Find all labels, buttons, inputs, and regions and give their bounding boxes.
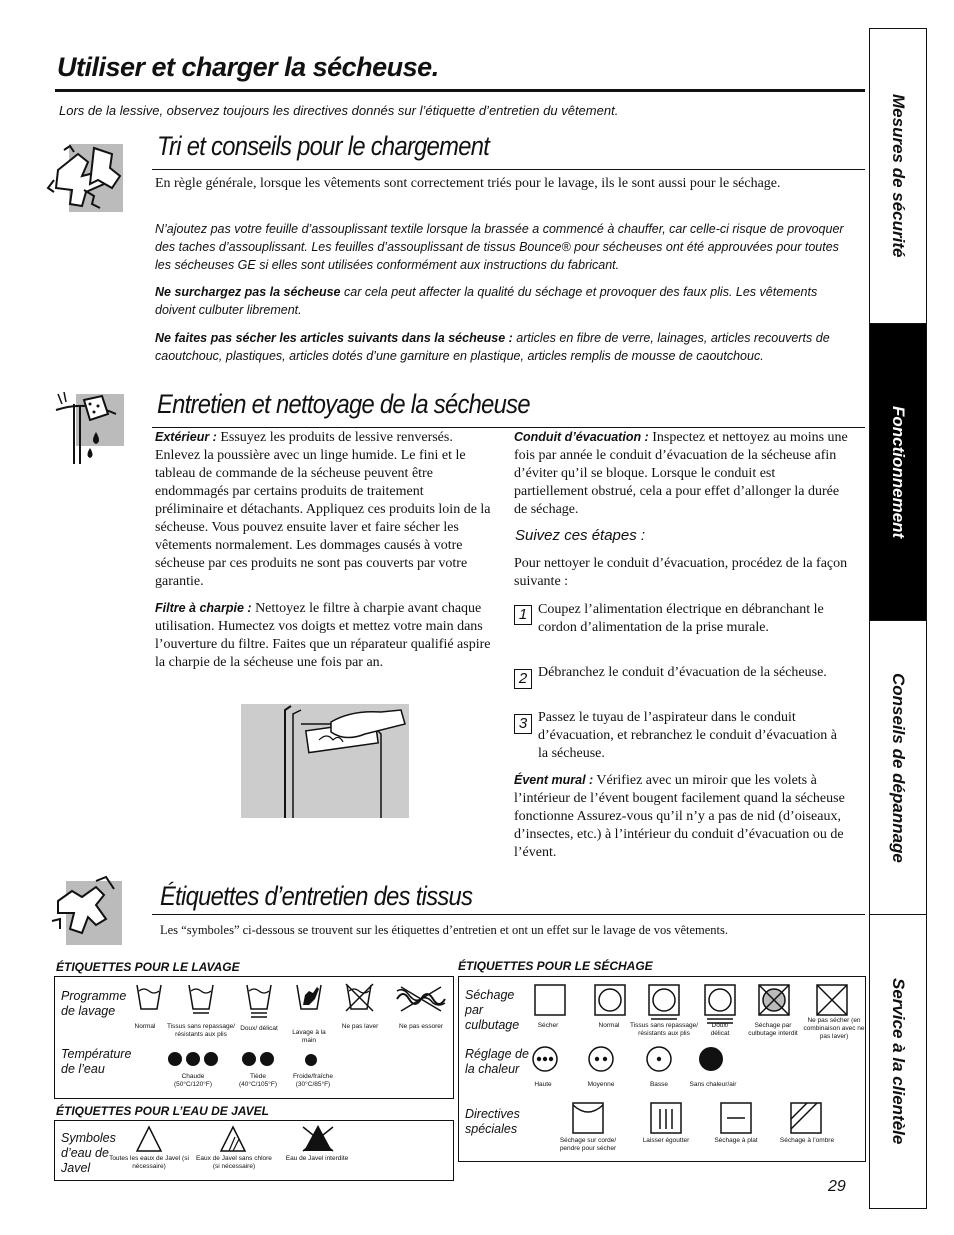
bleach-forbidden-icon: [301, 1123, 335, 1153]
lavage-box: Programme de lavage Normal Tissus sans repassage/ résistants aux plis Doux/ délicat Lavage à la main Ne pas laver Ne pas essorer Température de l’eau Chaude (50°C/120°F) Tiède (40°C/105°F) Froide/fraîche (30°C/85°F): [54, 976, 454, 1099]
steps-title: Suivez ces étapes :: [515, 527, 646, 544]
tri-paragraph-3: Ne surchargez pas la sécheuse car cela peut affecter la qualité du séchage et provoquer des faux plis. Les vêtements doivent culbuter librement.: [155, 285, 818, 317]
step-3-text: Passez le tuyau de l’aspirateur dans le conduit d’évacuation, et rebranchez le conduit d’évacuation à la sécheuse.: [538, 710, 837, 761]
javel-box: Symboles d’eau de Javel Toutes les eaux de Javel (si nécessaire) Eaux de Javel sans chlore (si nécessaire) Eau de Javel interdite: [54, 1120, 454, 1181]
water-hot-icon: [167, 1051, 219, 1067]
wash-normal-icon: [135, 983, 163, 1013]
drip-dry-icon: [649, 1101, 683, 1135]
water-warm-icon: [241, 1051, 275, 1067]
heat-medium-icon: [587, 1045, 615, 1073]
step-3: 3: [514, 713, 532, 734]
sechage-box: Séchage par culbutage Sécher Normal Tissus sans repassage/ résistants aux plis Doux/ délicat Séchage par culbutage interdit Ne pas sécher (en combinaison avec ne pas laver) Réglage de la chaleur Haute Moyenne Basse Sans chaleur/air Directives spéciales Séchage sur corde/ pendre pour sécher Laisser égoutter Séchage à plat Séchage à l’ombre: [458, 976, 866, 1162]
page-number: 29: [828, 1178, 846, 1195]
page-intro: Lors de la lessive, observez toujours les directives donnés sur l’étiquette d’entretien du vêtement.: [59, 103, 619, 118]
lavage-heading: ÉTIQUETTES POUR LE LAVAGE: [56, 960, 240, 974]
title-rule: [55, 89, 865, 92]
do-not-wring-icon: [395, 985, 447, 1013]
dry-flat-icon: [719, 1101, 753, 1135]
step-2-text: Débranchez le conduit d’évacuation de la sécheuse.: [538, 665, 827, 680]
javel-heading: ÉTIQUETTES POUR L’EAU DE JAVEL: [56, 1104, 269, 1118]
sechage-row1-label: Séchage par culbutage: [465, 988, 520, 1032]
event-paragraph: Évent mural : Vérifiez avec un miroir que les volets à l’intérieur de l’évent bougent facilement quand la sécheuse fonctionne Assurez-vous qu’il n’y a pas de nid (d’oiseaux, d’insectes, etc.) à l’intérieur du conduit d’évacuation ou de l’évent.: [514, 773, 845, 860]
do-not-wash-icon: [345, 983, 375, 1013]
bleach-non-chlorine-icon: [219, 1125, 247, 1153]
exterieur-paragraph: Extérieur : Essuyez les produits de lessive renversés. Enlevez la poussière avec un linge humide. Le fini et le tableau de commande de la sécheuse peuvent être endommagés par certains produits de traitement préliminaire et détachants. Appliquez ces produits loin de la sécheuse. Vous pouvez ensuite laver et faire sécher les vêtements normalement. Les dommages causés à votre sécheuse par ces produits ne sont pas couverts par votre garantie.: [155, 430, 491, 589]
heat-high-icon: [531, 1045, 559, 1073]
tri-paragraph-2: N’ajoutez pas votre feuille d’assouplissant textile lorsque la brassée a commencé à chauffer, car celle-ci risque de provoquer des taches d’assouplissant. Les feuilles d’assouplissant de tissus Bounce® pour sécheuses ont été approuvées pour toutes les sécheuses GE si elles sont utilisées conformément aux instructions du fabricant.: [155, 222, 844, 272]
tab-mesures-de-securite[interactable]: Mesures de sécurité: [889, 94, 908, 258]
sechage-row3-label: Directives spéciales: [465, 1107, 520, 1136]
sponge-cleaning-icon: [52, 390, 126, 468]
step-1: 1: [514, 604, 532, 625]
section-title-tri: Tri et conseils pour le chargement: [157, 131, 490, 161]
shirt-care-label-icon: [46, 875, 126, 949]
conduit-paragraph: Conduit d’évacuation : Inspectez et nettoyez au moins une fois par année le conduit d’évacuation de la sécheuse afin d’éviter qu’il se bloque. Lorsque le conduit est partiellement obstrué, cela a pour effet d’allonger la durée de séchage.: [514, 430, 848, 517]
sidebar-nav: [869, 28, 927, 1209]
tumble-dry-permanent-press-icon: [647, 983, 681, 1023]
lavage-row2-label: Température de l’eau: [61, 1047, 132, 1076]
wash-permanent-press-icon: [187, 983, 215, 1017]
do-not-tumble-dry-icon: [757, 983, 793, 1017]
clothes-pile-icon: [44, 140, 126, 216]
tri-paragraph-4: Ne faites pas sécher les articles suivants dans la sécheuse : articles en fibre de verre, lainages, articles recouverts de caoutchouc, plastiques, articles dotés d’une garniture en plastique, articles remplis de mousse de caoutchouc.: [155, 331, 830, 363]
wash-hand-icon: [295, 983, 323, 1013]
section-title-etiquettes: Étiquettes d’entretien des tissus: [160, 881, 473, 911]
page-title: Utiliser et charger la sécheuse.: [57, 52, 439, 82]
do-not-dry-icon: [815, 983, 851, 1017]
sechage-heading: ÉTIQUETTES POUR LE SÉCHAGE: [458, 959, 653, 973]
step-2: 2: [514, 668, 532, 689]
section-title-entretien: Entretien et nettoyage de la sécheuse: [157, 389, 530, 419]
tumble-dry-normal-icon: [593, 983, 627, 1017]
heat-none-icon: [697, 1045, 725, 1073]
wash-delicate-icon: [245, 983, 273, 1021]
tumble-dry-icon: [533, 983, 567, 1017]
javel-row-label: Symboles d’eau de Javel: [61, 1131, 116, 1175]
water-cold-icon: [303, 1053, 319, 1069]
step-1-text: Coupez l’alimentation électrique en débranchant le cordon d’alimentation de la prise murale.: [538, 602, 824, 635]
sechage-row2-label: Réglage de la chaleur: [465, 1047, 529, 1076]
heat-low-icon: [645, 1045, 673, 1073]
bleach-any-icon: [135, 1125, 163, 1153]
tab-fonctionnement[interactable]: Fonctionnement: [870, 324, 926, 620]
filtre-paragraph: Filtre à charpie : Nettoyez le filtre à charpie avant chaque utilisation. Humectez vos doigts et mettez votre main dans l’ouverture du filtre. Faites que un réparateur qualifié aspire la charpie de la sécheuse une fois par an.: [155, 601, 491, 670]
steps-intro: Pour nettoyer le conduit d’évacuation, procédez de la façon suivante :: [514, 556, 848, 589]
tab-conseils-de-depannage[interactable]: Conseils de dépannage: [889, 672, 908, 863]
line-dry-icon: [571, 1101, 605, 1135]
tri-paragraph-1: En règle générale, lorsque les vêtements sont correctement triés pour le lavage, ils le sont aussi pour le séchage.: [155, 176, 781, 191]
etiquettes-intro: Les “symboles” ci-dessous se trouvent sur les étiquettes d’entretien et ont un effet sur le lavage de vos vêtements.: [160, 923, 729, 937]
tab-service-a-la-clientele[interactable]: Service à la clientèle: [889, 978, 908, 1145]
lavage-row1-label: Programme de lavage: [61, 989, 127, 1018]
tumble-dry-delicate-icon: [703, 983, 737, 1027]
lint-filter-illustration: [241, 704, 409, 818]
dry-in-shade-icon: [789, 1101, 823, 1135]
